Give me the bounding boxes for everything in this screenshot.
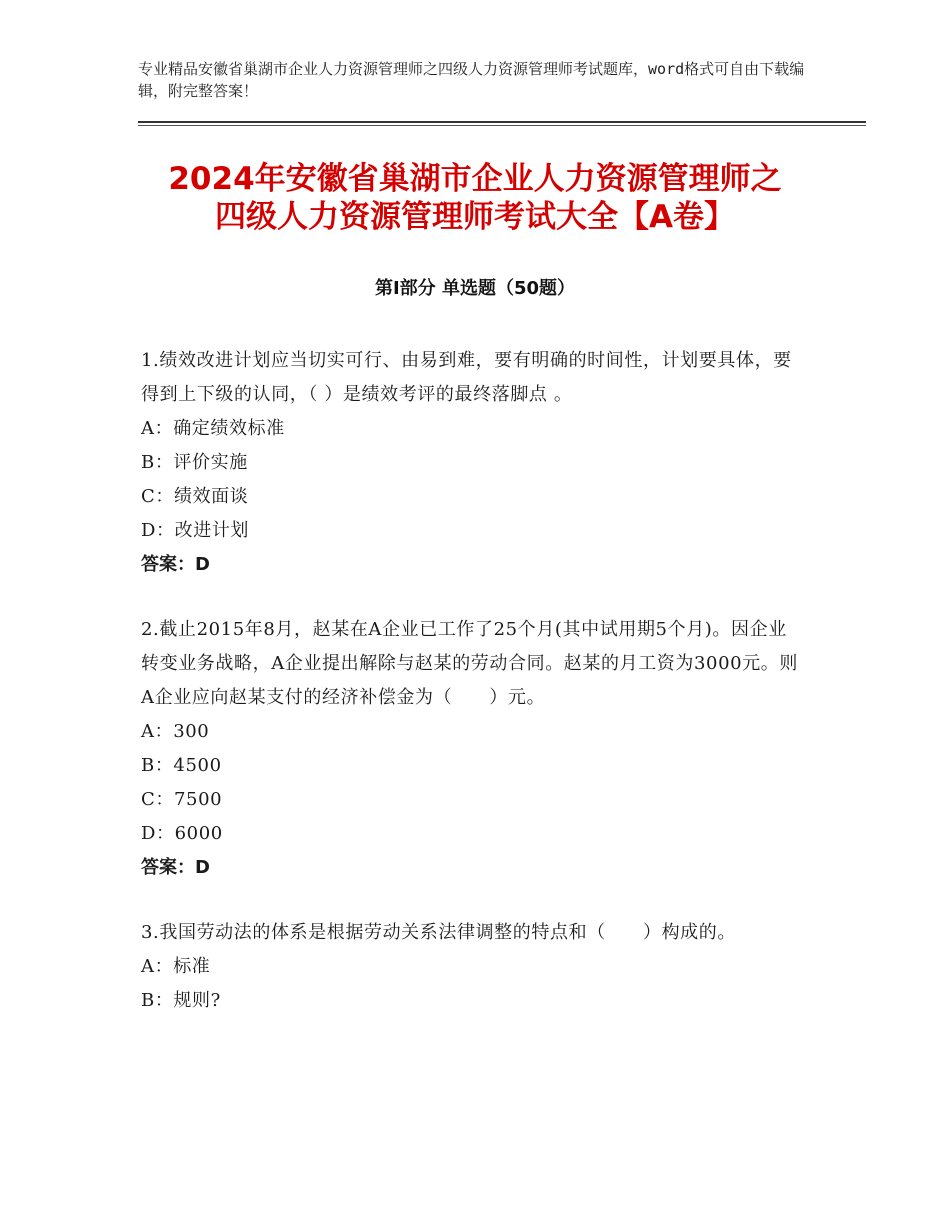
- option-a: A：300: [141, 721, 210, 742]
- option-d: D：6000: [141, 823, 223, 844]
- option-c: C：绩效面谈: [141, 486, 249, 507]
- header-divider-thin: [138, 125, 866, 126]
- question-list: [141, 344, 801, 1049]
- question-3: [141, 916, 801, 1018]
- option-b: B：规则?: [141, 990, 221, 1011]
- option-b: B：评价实施: [141, 452, 248, 473]
- option-d: D：改进计划: [141, 520, 250, 541]
- section-heading: 第Ⅰ部分 单选题（50题）: [374, 278, 575, 299]
- option-c: C：7500: [141, 789, 223, 810]
- answer-label: 答案：D: [141, 857, 210, 878]
- question-stem: 2.截止2015年8月，赵某在A企业已工作了25个月(其中试用期5个月)。因企业转变业务战略，A企业提出解除与赵某的劳动合同。赵某的月工资为3000元。则A企业应向赵某支付的经济补偿金为（ ）元。: [141, 619, 799, 708]
- title-line-2: 四级人力资源管理师考试大全【A卷】: [215, 199, 735, 235]
- title-line-1: 2024年安徽省巢湖市企业人力资源管理师之: [168, 161, 782, 197]
- question-stem: 3.我国劳动法的体系是根据劳动关系法律调整的特点和（ ）构成的。: [141, 922, 736, 943]
- question-2: [141, 613, 801, 885]
- question-1: [141, 344, 801, 582]
- question-stem: 1.绩效改进计划应当切实可行、由易到难，要有明确的时间性，计划要具体，要得到上下级的认同，（ ）是绩效考评的最终落脚点 。: [141, 350, 792, 405]
- header-note: 专业精品安徽省巢湖市企业人力资源管理师之四级人力资源管理师考试题库，word格式可自由下载编辑，附完整答案！: [138, 60, 805, 100]
- option-a: A：标准: [141, 956, 211, 977]
- header-divider-thick: [138, 121, 866, 123]
- option-b: B：4500: [141, 755, 222, 776]
- option-a: A：确定绩效标准: [141, 418, 285, 439]
- answer-label: 答案：D: [141, 554, 210, 575]
- document-title: [100, 160, 850, 236]
